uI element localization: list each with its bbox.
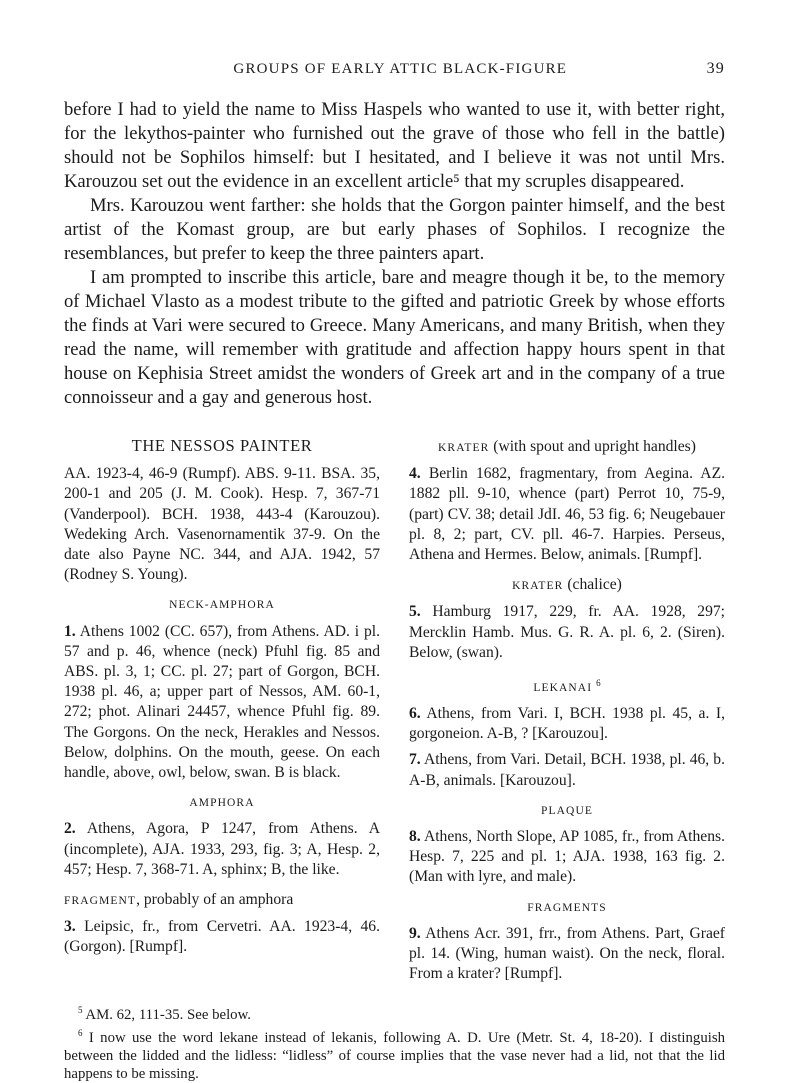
footnote-5	[64, 1001, 725, 1024]
bibliography: AA. 1923-4, 46-9 (Rumpf). ABS. 9-11. BSA. 35, 200-1 and 205 (J. M. Cook). Hesp. 7, 367-71 (Vanderpool). BCH. 1938, 443-4 (Karouzou). Wedeking Arch. Vasenornamentik 37-9. On the date also Payne NC. 344, and AJA. 1942, 57 (Rodney S. Young).	[64, 464, 380, 585]
entry-text: Athens, from Vari. I, BCH. 1938 pl. 45, a. I, gorgoneion. A-B, ? [Karouzou].	[409, 705, 725, 742]
catalogue-entry	[409, 602, 725, 663]
entry-text: Berlin 1682, fragmentary, from Aegina. AZ. 1882 pll. 9-10, whence (part) Perrot 10, 75-9, (part) CV. 38; detail JdI. 46, 53 fig. 6; Neugebauer pl. 8, 2; part, CV. pll. 46-7. Harpies. Perseus, Athena and Hermes. Below, animals. [Rumpf].	[409, 465, 725, 563]
page-number: 39	[707, 60, 725, 78]
entry-text: Hamburg 1917, 229, fr. AA. 1928, 297; Mercklin Hamb. Mus. G. R. A. pl. 6, 2. (Siren). Below, (swan).	[409, 603, 725, 660]
subheading-amphora: AMPHORA	[64, 793, 380, 813]
entry-text: Athens 1002 (CC. 657), from Athens. AD. i pl. 57 and p. 46, whence (neck) Pfuhl fig. 85 and ABS. pl. 3, 1; CC. pl. 27; part of Gorgon, BCH. 1938 pl. 46, a; upper part of Nessos, AM. 60-1, 272; phot. Alinari 24457, whence Pfuhl fig. 89. The Gorgons. On the neck, Herakles and Nessos. Below, dolphins. On the mouth, geese. On each handle, above, owl, below, swan. B is black.	[64, 623, 380, 781]
right-column	[409, 427, 725, 991]
subheading-cap: FRAGMENT	[64, 895, 136, 907]
intro-paragraph: Mrs. Karouzou went farther: she holds that the Gorgon painter himself, and the best artist of the Komast group, are but early phases of Sophilos. I recognize the resemblances, but prefer to keep the three painters apart.	[64, 194, 725, 266]
entry-number: 7.	[409, 751, 421, 768]
two-column-catalogue	[64, 430, 725, 991]
section-title: THE NESSOS PAINTER	[64, 436, 380, 456]
subheading-lekanai	[409, 673, 725, 698]
intro-paragraph: I am prompted to inscribe this article, bare and meagre though it be, to the memory of Michael Vlasto as a modest tribute to the gifted and patriotic Greek by whose efforts the finds at Vari were secured to Greece. Many Americans, and many British, when they read the name, will remember with gratitude and affection happy hours spent in that house on Kephisia Street amidst the wonders of Greek art and in the company of a true connoisseur and a gay and generous host.	[64, 266, 725, 410]
entry-number: 9.	[409, 925, 421, 942]
entry-number: 5.	[409, 603, 421, 620]
subheading-rest: (with spout and upright handles)	[489, 438, 696, 455]
footnote-text: I now use the word lekane instead of lekanis, following A. D. Ure (Metr. St. 4, 18-20). I distinguish between the lidded and the lidless: “lidless” of course implies that the vase never had a lid, not that the lid happens to be missing.	[64, 1030, 725, 1082]
entry-number: 2.	[64, 820, 76, 837]
footnote-number: 6	[78, 1028, 83, 1038]
subheading-text: LEKANAI	[533, 682, 592, 694]
intro-paragraph: before I had to yield the name to Miss Haspels who wanted to use it, with better right, for the lekythos-painter who furnished out the grave of those who fell in the battle) should not be Sophilos himself: but I hesitated, and I believe it was not until Mrs. Karouzou set out the evidence in an excellent article⁵ that my scruples disappeared.	[64, 98, 725, 194]
subheading-cap: KRATER	[512, 580, 563, 592]
catalogue-entry	[409, 464, 725, 565]
catalogue-entry	[409, 924, 725, 985]
footnotes	[64, 1001, 725, 1083]
entry-text: Athens, from Vari. Detail, BCH. 1938, pl. 46, b. A-B, animals. [Karouzou].	[409, 751, 725, 788]
catalogue-entry	[64, 917, 380, 957]
entry-number: 6.	[409, 705, 421, 722]
entry-text: Athens, Agora, P 1247, from Athens. A (incomplete), AJA. 1933, 293, fig. 3; A, Hesp. 2, 457; Hesp. 7, 368-71. A, sphinx; B, the like.	[64, 820, 380, 877]
catalogue-entry	[409, 704, 725, 744]
footnote-6	[64, 1024, 725, 1083]
subheading-fragments: FRAGMENTS	[409, 898, 725, 918]
subheading-neck-amphora: NECK-AMPHORA	[64, 595, 380, 615]
subheading-fragment	[64, 890, 380, 911]
catalogue-entry	[409, 750, 725, 790]
entry-number: 4.	[409, 465, 421, 482]
catalogue-entry	[64, 622, 380, 784]
footnote-marker: 6	[596, 678, 601, 688]
subheading-rest: (chalice)	[563, 576, 621, 593]
catalogue-entry	[64, 819, 380, 880]
left-column	[64, 430, 380, 991]
intro-text	[64, 98, 725, 410]
entry-number: 3.	[64, 918, 76, 935]
entry-text: Leipsic, fr., from Cervetri. AA. 1923-4, 46. (Gorgon). [Rumpf].	[64, 918, 380, 955]
footnote-number: 5	[78, 1005, 83, 1015]
subheading-cap: KRATER	[438, 442, 489, 454]
running-head	[64, 60, 725, 78]
subheading-krater-chalice	[409, 575, 725, 596]
entry-number: 8.	[409, 828, 421, 845]
subheading-rest: , probably of an amphora	[136, 891, 293, 908]
entry-text: Athens Acr. 391, frr., from Athens. Part, Graef pl. 14. (Wing, human waist). On the neck, floral. From a krater? [Rumpf].	[409, 925, 725, 982]
footnote-text: AM. 62, 111-35. See below.	[85, 1006, 251, 1022]
entry-text: Athens, North Slope, AP 1085, fr., from Athens. Hesp. 7, 225 and pl. 1; AJA. 1938, 163 fig. 2. (Man with lyre, and male).	[409, 828, 725, 885]
running-title: GROUPS OF EARLY ATTIC BLACK-FIGURE	[94, 61, 707, 78]
subheading-krater	[409, 437, 725, 458]
entry-number: 1.	[64, 623, 76, 640]
subheading-plaque: PLAQUE	[409, 801, 725, 821]
catalogue-entry	[409, 827, 725, 888]
